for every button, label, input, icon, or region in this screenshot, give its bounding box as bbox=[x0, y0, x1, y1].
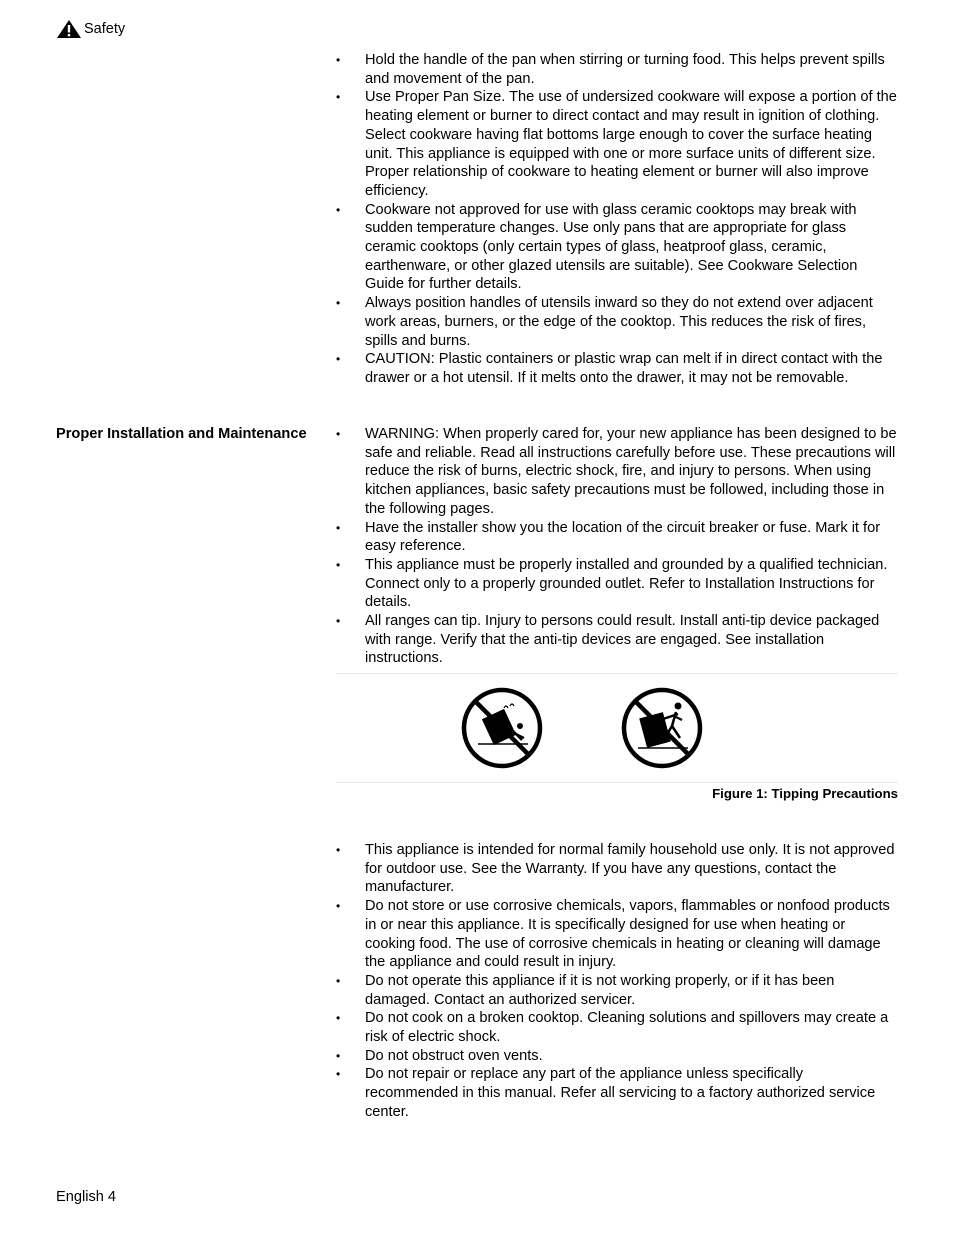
list-item: • All ranges can tip. Injury to persons could result. Install anti-tip device packaged with range. Verify that the anti-tip devices are engaged. See installation instructions. bbox=[336, 612, 898, 668]
page-header bbox=[56, 19, 125, 39]
no-tipping-range-icon bbox=[460, 686, 544, 770]
list-item: • Do not obstruct oven vents. bbox=[336, 1047, 898, 1066]
section-heading: Proper Installation and Maintenance bbox=[56, 426, 307, 442]
list-item: • Always position handles of utensils inward so they do not extend over adjacent work areas, burners, or the edge of the cooktop. This reduces the risk of fires, spills and burns. bbox=[336, 294, 898, 350]
list-item: • Do not operate this appliance if it is not working properly, or if it has been damaged. Contact an authorized servicer. bbox=[336, 972, 898, 1009]
list-item: • Hold the handle of the pan when stirring or turning food. This helps prevent spills and movement of the pan. bbox=[336, 51, 898, 88]
no-climbing-on-door-icon bbox=[620, 686, 704, 770]
list-item: • This appliance must be properly installed and grounded by a qualified technician. Connect only to a properly grounded outlet. Refer to Installation Instructions for details. bbox=[336, 556, 898, 612]
list-item: • Use Proper Pan Size. The use of undersized cookware will expose a portion of the heating element or burner to direct contact and may result in ignition of clothing. Select cookware having flat bottoms large enough to cover the surface heating unit. This appliance is equipped with one or more surface units of different size. Proper relationship of cookware to heating element or burner will also improve efficiency. bbox=[336, 88, 898, 200]
page-footer: English 4 bbox=[56, 1189, 117, 1205]
bullet-list-installation bbox=[336, 425, 898, 668]
list-item: • Have the installer show you the location of the circuit breaker or fuse. Mark it for easy reference. bbox=[336, 519, 898, 556]
list-item: • This appliance is intended for normal family household use only. It is not approved for outdoor use. See the Warranty. If you have any questions, contact the manufacturer. bbox=[336, 841, 898, 897]
warning-triangle-icon bbox=[56, 19, 82, 39]
list-item: • Do not repair or replace any part of the appliance unless specifically recommended in this manual. Refer all servicing to a factory authorized service center. bbox=[336, 1065, 898, 1121]
header-section-title: Safety bbox=[84, 21, 126, 37]
list-item: • Do not store or use corrosive chemicals, vapors, flammables or nonfood products in or near this appliance. It is specifically designed for use when heating or cooking food. The use of corrosive chemicals in heating or cleaning will damage the appliance and could result in injury. bbox=[336, 897, 898, 972]
list-item: • Do not cook on a broken cooktop. Cleaning solutions and spillovers may create a risk of electric shock. bbox=[336, 1009, 898, 1046]
tipping-figure bbox=[336, 673, 898, 783]
bullet-list-usage bbox=[336, 841, 898, 1122]
figure-caption: Figure 1: Tipping Precautions bbox=[712, 786, 898, 801]
bullet-list-cookware bbox=[336, 51, 898, 388]
list-item: • WARNING: When properly cared for, your new appliance has been designed to be safe and reliable. Read all instructions carefully before use. These precautions will reduce the risk of burns, electric shock, fire, and injury to persons. When using kitchen appliances, basic safety precautions must be followed, including those in the following pages. bbox=[336, 425, 898, 519]
list-item: • CAUTION: Plastic containers or plastic wrap can melt if in direct contact with the drawer or a hot utensil. If it melts onto the drawer, it may not be removable. bbox=[336, 350, 898, 387]
list-item: • Cookware not approved for use with glass ceramic cooktops may break with sudden temperature changes. Use only pans that are appropriate for glass ceramic cooktops (only certain types of glass, heatproof glass, ceramic, earthenware, or other glazed utensils are suitable). See Cookware Selection Guide for further details. bbox=[336, 201, 898, 295]
